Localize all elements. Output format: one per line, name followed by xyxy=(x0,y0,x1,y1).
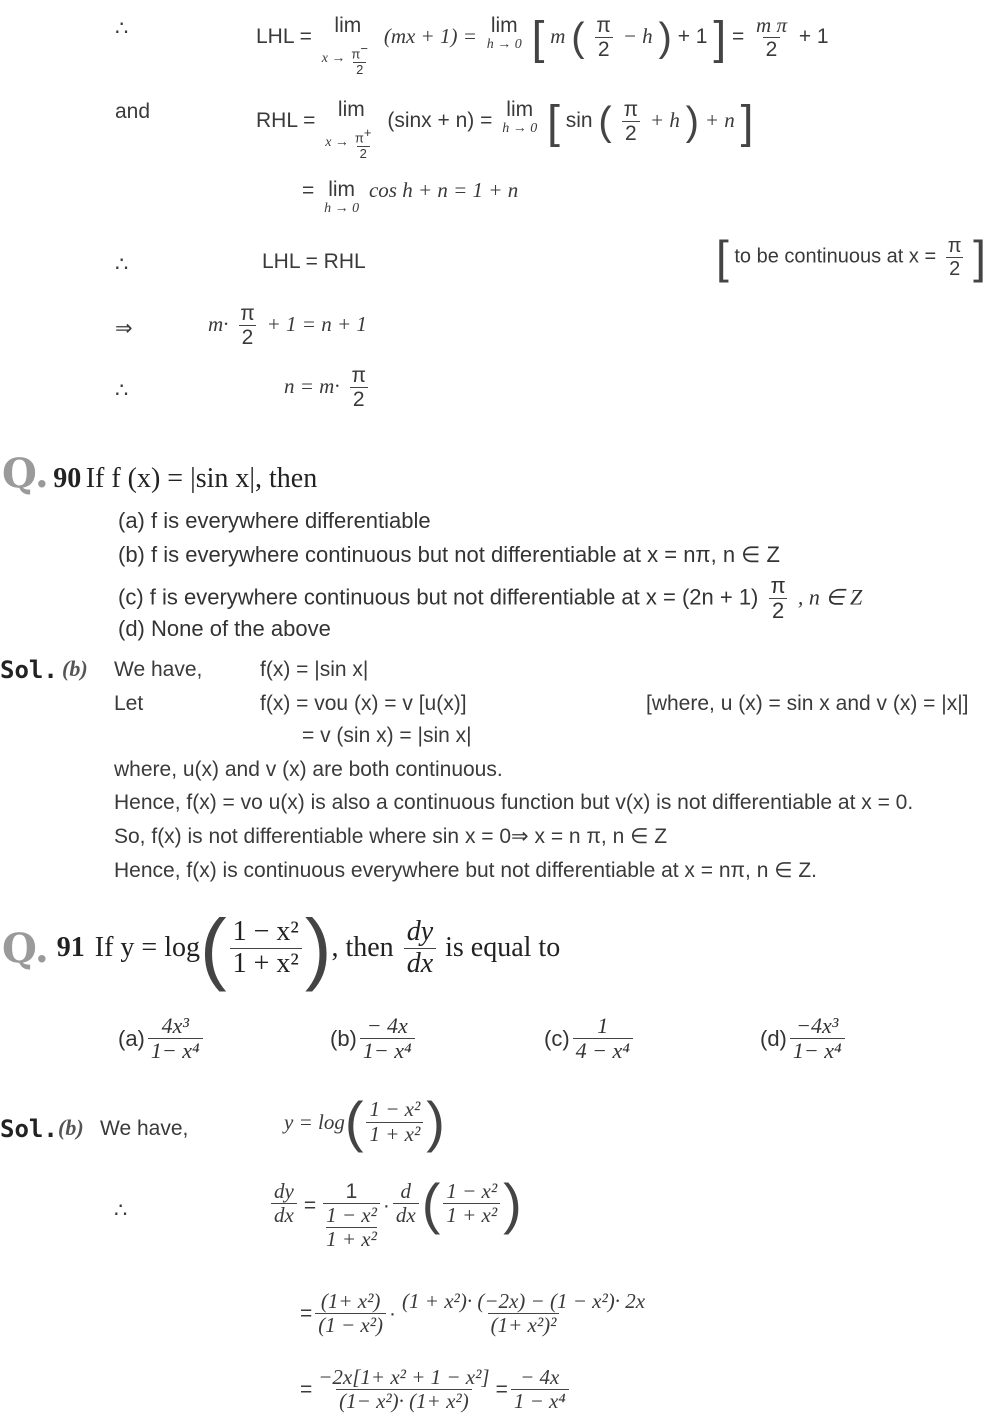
frac-den: 1 + x² xyxy=(443,1203,500,1227)
equals: = xyxy=(303,1194,317,1217)
fraction xyxy=(315,1366,492,1413)
let-expr: f(x) = vou (x) = v [u(x)] xyxy=(260,692,467,715)
left-paren: ( xyxy=(598,99,612,144)
sin-text: sin xyxy=(565,109,593,133)
dot: · xyxy=(389,1301,397,1325)
limit xyxy=(325,98,377,161)
frac-num: −4x³ xyxy=(796,1013,839,1038)
derivative-step1 xyxy=(268,1172,522,1252)
therefore-symbol: ∴ xyxy=(115,379,129,402)
right-bracket: ] xyxy=(740,95,754,148)
we-have-label: We have, xyxy=(100,1117,189,1140)
frac-num: 1 xyxy=(597,1013,609,1038)
q-marker: Q. xyxy=(2,924,49,972)
frac-num: 1 − x² xyxy=(369,1097,421,1122)
limit-subscript xyxy=(325,126,377,161)
expr: (sinx + n) = xyxy=(387,109,493,133)
lhl-equation xyxy=(256,11,829,77)
lim-var: x → xyxy=(321,51,346,67)
option-tail: , n ∈ Z xyxy=(797,584,863,610)
frac-num: −2x[1+ x² + 1 − x²] xyxy=(318,1365,490,1389)
fraction xyxy=(404,917,436,980)
frac-den: 2 xyxy=(353,62,366,77)
fraction xyxy=(315,1290,386,1337)
right-paren: ) xyxy=(658,15,672,60)
question-tail: is equal to xyxy=(445,932,561,963)
minus-h: − h xyxy=(622,24,653,49)
frac-den: 1− x⁴ xyxy=(790,1038,845,1063)
frac-den: dx xyxy=(271,1203,297,1227)
fraction xyxy=(621,98,642,145)
rhl-continuation xyxy=(302,178,518,216)
frac-den: (1 − x²) xyxy=(315,1313,386,1337)
fraction xyxy=(366,1098,423,1145)
frac-num: 1 xyxy=(345,1180,358,1203)
option-b xyxy=(330,1014,418,1063)
continuity-note xyxy=(716,231,986,283)
compound-fraction xyxy=(323,1180,380,1251)
implies-equation xyxy=(208,302,367,349)
fraction xyxy=(352,126,375,161)
limit xyxy=(502,98,537,136)
frac-num: dy xyxy=(274,1179,294,1203)
limit xyxy=(324,178,359,216)
lim-sub: h → 0 xyxy=(486,37,522,52)
right-paren: ) xyxy=(503,1172,522,1235)
fraction xyxy=(237,302,258,349)
left-bracket: [ xyxy=(716,231,729,283)
frac-den: 2 xyxy=(239,325,257,349)
frac-num: π xyxy=(351,364,366,387)
fraction xyxy=(148,1014,203,1063)
frac-num: (1+ x²) xyxy=(320,1289,381,1313)
fraction xyxy=(945,235,965,280)
plus-n: + n xyxy=(704,108,735,133)
frac-den: 1− x⁴ xyxy=(148,1038,203,1063)
frac-den: 2 xyxy=(769,598,787,623)
lim-sub: h → 0 xyxy=(502,121,538,136)
y-eq: y = log xyxy=(284,1109,345,1134)
let-note: [where, u (x) = sin x and v (x) = |x|] xyxy=(646,692,969,715)
fraction xyxy=(348,364,369,411)
fraction xyxy=(271,1180,297,1227)
solution-line: Hence, f(x) is continuous everywhere but not differentiable at x = nπ, n ∈ Z. xyxy=(114,859,817,882)
lim-text: lim xyxy=(337,98,365,121)
lim-text: lim xyxy=(506,98,534,121)
fraction xyxy=(360,1014,415,1063)
equals: = xyxy=(731,25,745,49)
inner-num: 1 − x² xyxy=(326,1203,377,1228)
frac-num: m π xyxy=(756,13,787,37)
right-paren: ) xyxy=(426,1090,445,1153)
frac-num: π xyxy=(240,302,255,325)
frac-den: 4 − x⁴ xyxy=(573,1038,633,1063)
right-paren: ) xyxy=(685,99,699,144)
right-bracket: ] xyxy=(973,231,986,283)
dot: · xyxy=(382,1194,390,1217)
implies-symbol: ⇒ xyxy=(115,317,133,340)
fraction xyxy=(511,1366,569,1413)
plus-h: + h xyxy=(649,108,680,133)
fraction xyxy=(399,1290,648,1337)
option-b: (b) f is everywhere continuous but not differentiable at x = nπ, n ∈ Z xyxy=(118,542,780,567)
option-a: (a) f is everywhere differentiable xyxy=(118,508,431,533)
n-equation xyxy=(284,364,372,411)
lim-var: x → xyxy=(325,135,349,151)
frac-num: π+ xyxy=(354,125,372,146)
rhl-label: RHL = xyxy=(256,109,316,133)
question-heading xyxy=(2,450,317,497)
lim-text: lim xyxy=(334,14,362,37)
rhl-equation xyxy=(256,95,754,161)
let-label: Let xyxy=(114,692,144,715)
frac-den: (1+ x²)² xyxy=(488,1313,560,1337)
and-label: and xyxy=(115,100,151,123)
option-a xyxy=(118,1014,206,1063)
frac-den: (1− x²)· (1+ x²) xyxy=(336,1389,472,1413)
left-paren: ( xyxy=(344,1090,364,1153)
expr: n = m· xyxy=(284,374,340,399)
right-paren: ) xyxy=(304,903,332,992)
frac-den: dx xyxy=(393,1203,419,1227)
frac-num: π xyxy=(596,14,611,37)
m-var: m· xyxy=(208,312,229,337)
equals: = xyxy=(300,1301,313,1325)
m-var: m xyxy=(550,24,566,49)
expr: cos h + n = 1 + n xyxy=(368,178,519,202)
option-text: (c) f is everywhere continuous but not differentiable at x = (2n + 1) xyxy=(118,584,759,610)
fraction xyxy=(443,1180,500,1227)
fraction xyxy=(768,574,789,623)
therefore-symbol: ∴ xyxy=(115,17,129,40)
lim-text: lim xyxy=(490,14,518,37)
lim-sub: h → 0 xyxy=(324,201,360,216)
solution-line: So, f(x) is not differentiable where sin x = 0⇒ x = n π, n ∈ Z xyxy=(114,825,668,848)
solution-line: where, u(x) and v (x) are both continuous. xyxy=(114,758,503,781)
plus-one: + 1 xyxy=(677,25,708,49)
frac-num: 1 − x² xyxy=(446,1179,498,1203)
question-number: 91 xyxy=(56,932,85,963)
solution-label: Sol. xyxy=(0,1115,58,1143)
lhl-eq-rhl: LHL = RHL xyxy=(262,250,366,273)
option-label: (a) xyxy=(118,1025,145,1051)
therefore-symbol: ∴ xyxy=(115,253,129,276)
left-paren: ( xyxy=(571,15,585,60)
frac-den: 1 − x⁴ xyxy=(511,1389,569,1413)
fraction xyxy=(348,42,371,77)
frac-num: π xyxy=(947,234,962,257)
option-d xyxy=(760,1014,848,1063)
derivative-step2 xyxy=(300,1290,651,1337)
question-number: 90 xyxy=(53,463,82,494)
inner-den: 1 + x² xyxy=(326,1227,377,1252)
left-paren: ( xyxy=(200,903,227,992)
option-c xyxy=(544,1014,636,1063)
frac-den xyxy=(323,1203,380,1251)
right-bracket: ] xyxy=(713,11,727,64)
note-text: to be continuous at x = xyxy=(734,245,937,268)
frac-num: 1 − x² xyxy=(232,915,299,947)
option-label: (c) xyxy=(544,1025,570,1051)
q-marker: Q. xyxy=(2,450,49,497)
equals: = xyxy=(302,179,315,202)
frac-den: dx xyxy=(404,948,436,980)
frac-num: 4x³ xyxy=(161,1013,189,1038)
frac-num: − 4x xyxy=(366,1013,408,1038)
continuation-expr: = v (sin x) = |sin x| xyxy=(302,724,472,747)
frac-num: − 4x xyxy=(520,1365,560,1389)
question-text: If y = log xyxy=(94,932,200,963)
frac-num: π− xyxy=(351,41,368,62)
then-text: , then xyxy=(331,932,394,963)
frac-den: 1 + x² xyxy=(230,948,302,980)
frac-den: 1 + x² xyxy=(366,1122,423,1146)
fraction xyxy=(393,1180,419,1227)
frac-den: 2 xyxy=(595,37,613,61)
fraction xyxy=(230,917,302,980)
y-definition xyxy=(284,1090,445,1153)
frac-den: 2 xyxy=(622,121,640,145)
solution-answer: (b) xyxy=(58,1115,84,1140)
frac-den: 1− x⁴ xyxy=(360,1038,415,1063)
lhl-label: LHL = xyxy=(256,25,312,49)
limit-subscript xyxy=(322,42,374,77)
equals: = xyxy=(495,1377,508,1401)
frac-num: dy xyxy=(406,915,434,947)
limit xyxy=(322,14,374,77)
option-label: (d) xyxy=(760,1025,787,1051)
therefore-symbol: ∴ xyxy=(114,1199,128,1222)
plus-one: + 1 xyxy=(798,25,829,49)
fraction xyxy=(753,14,790,61)
option-label: (b) xyxy=(330,1025,357,1051)
left-bracket: [ xyxy=(531,11,545,64)
frac-num: π xyxy=(770,573,786,598)
frac-num: (1 + x²)· (−2x) − (1 − x²)· 2x xyxy=(402,1289,646,1313)
we-have-label: We have, xyxy=(114,658,203,681)
frac-den: 2 xyxy=(350,387,368,411)
left-paren: ( xyxy=(421,1172,441,1235)
question-heading xyxy=(2,903,561,992)
equals: = xyxy=(300,1377,313,1401)
fraction xyxy=(593,14,614,61)
solution-answer: (b) xyxy=(62,656,88,681)
we-have-expr: f(x) = |sin x| xyxy=(260,658,369,681)
solution-label: Sol. xyxy=(0,656,58,684)
frac-den: 2 xyxy=(946,257,963,280)
fraction xyxy=(573,1014,633,1063)
expr: + 1 = n + 1 xyxy=(266,312,367,337)
limit xyxy=(487,14,522,52)
derivative-step3 xyxy=(300,1366,572,1413)
solution-line: Hence, f(x) = vo u(x) is also a continuous function but v(x) is not differentiable at x = 0. xyxy=(114,791,914,814)
option-d: (d) None of the above xyxy=(118,616,331,641)
fraction xyxy=(790,1014,845,1063)
frac-den: 2 xyxy=(357,146,370,161)
frac-num: d xyxy=(400,1179,412,1203)
frac-num: π xyxy=(623,98,639,121)
left-bracket: [ xyxy=(547,95,560,148)
lim-text: lim xyxy=(328,178,356,201)
frac-den: 2 xyxy=(763,37,781,61)
question-text: If f (x) = |sin x|, then xyxy=(85,463,318,494)
expr: (mx + 1) = xyxy=(383,24,477,49)
